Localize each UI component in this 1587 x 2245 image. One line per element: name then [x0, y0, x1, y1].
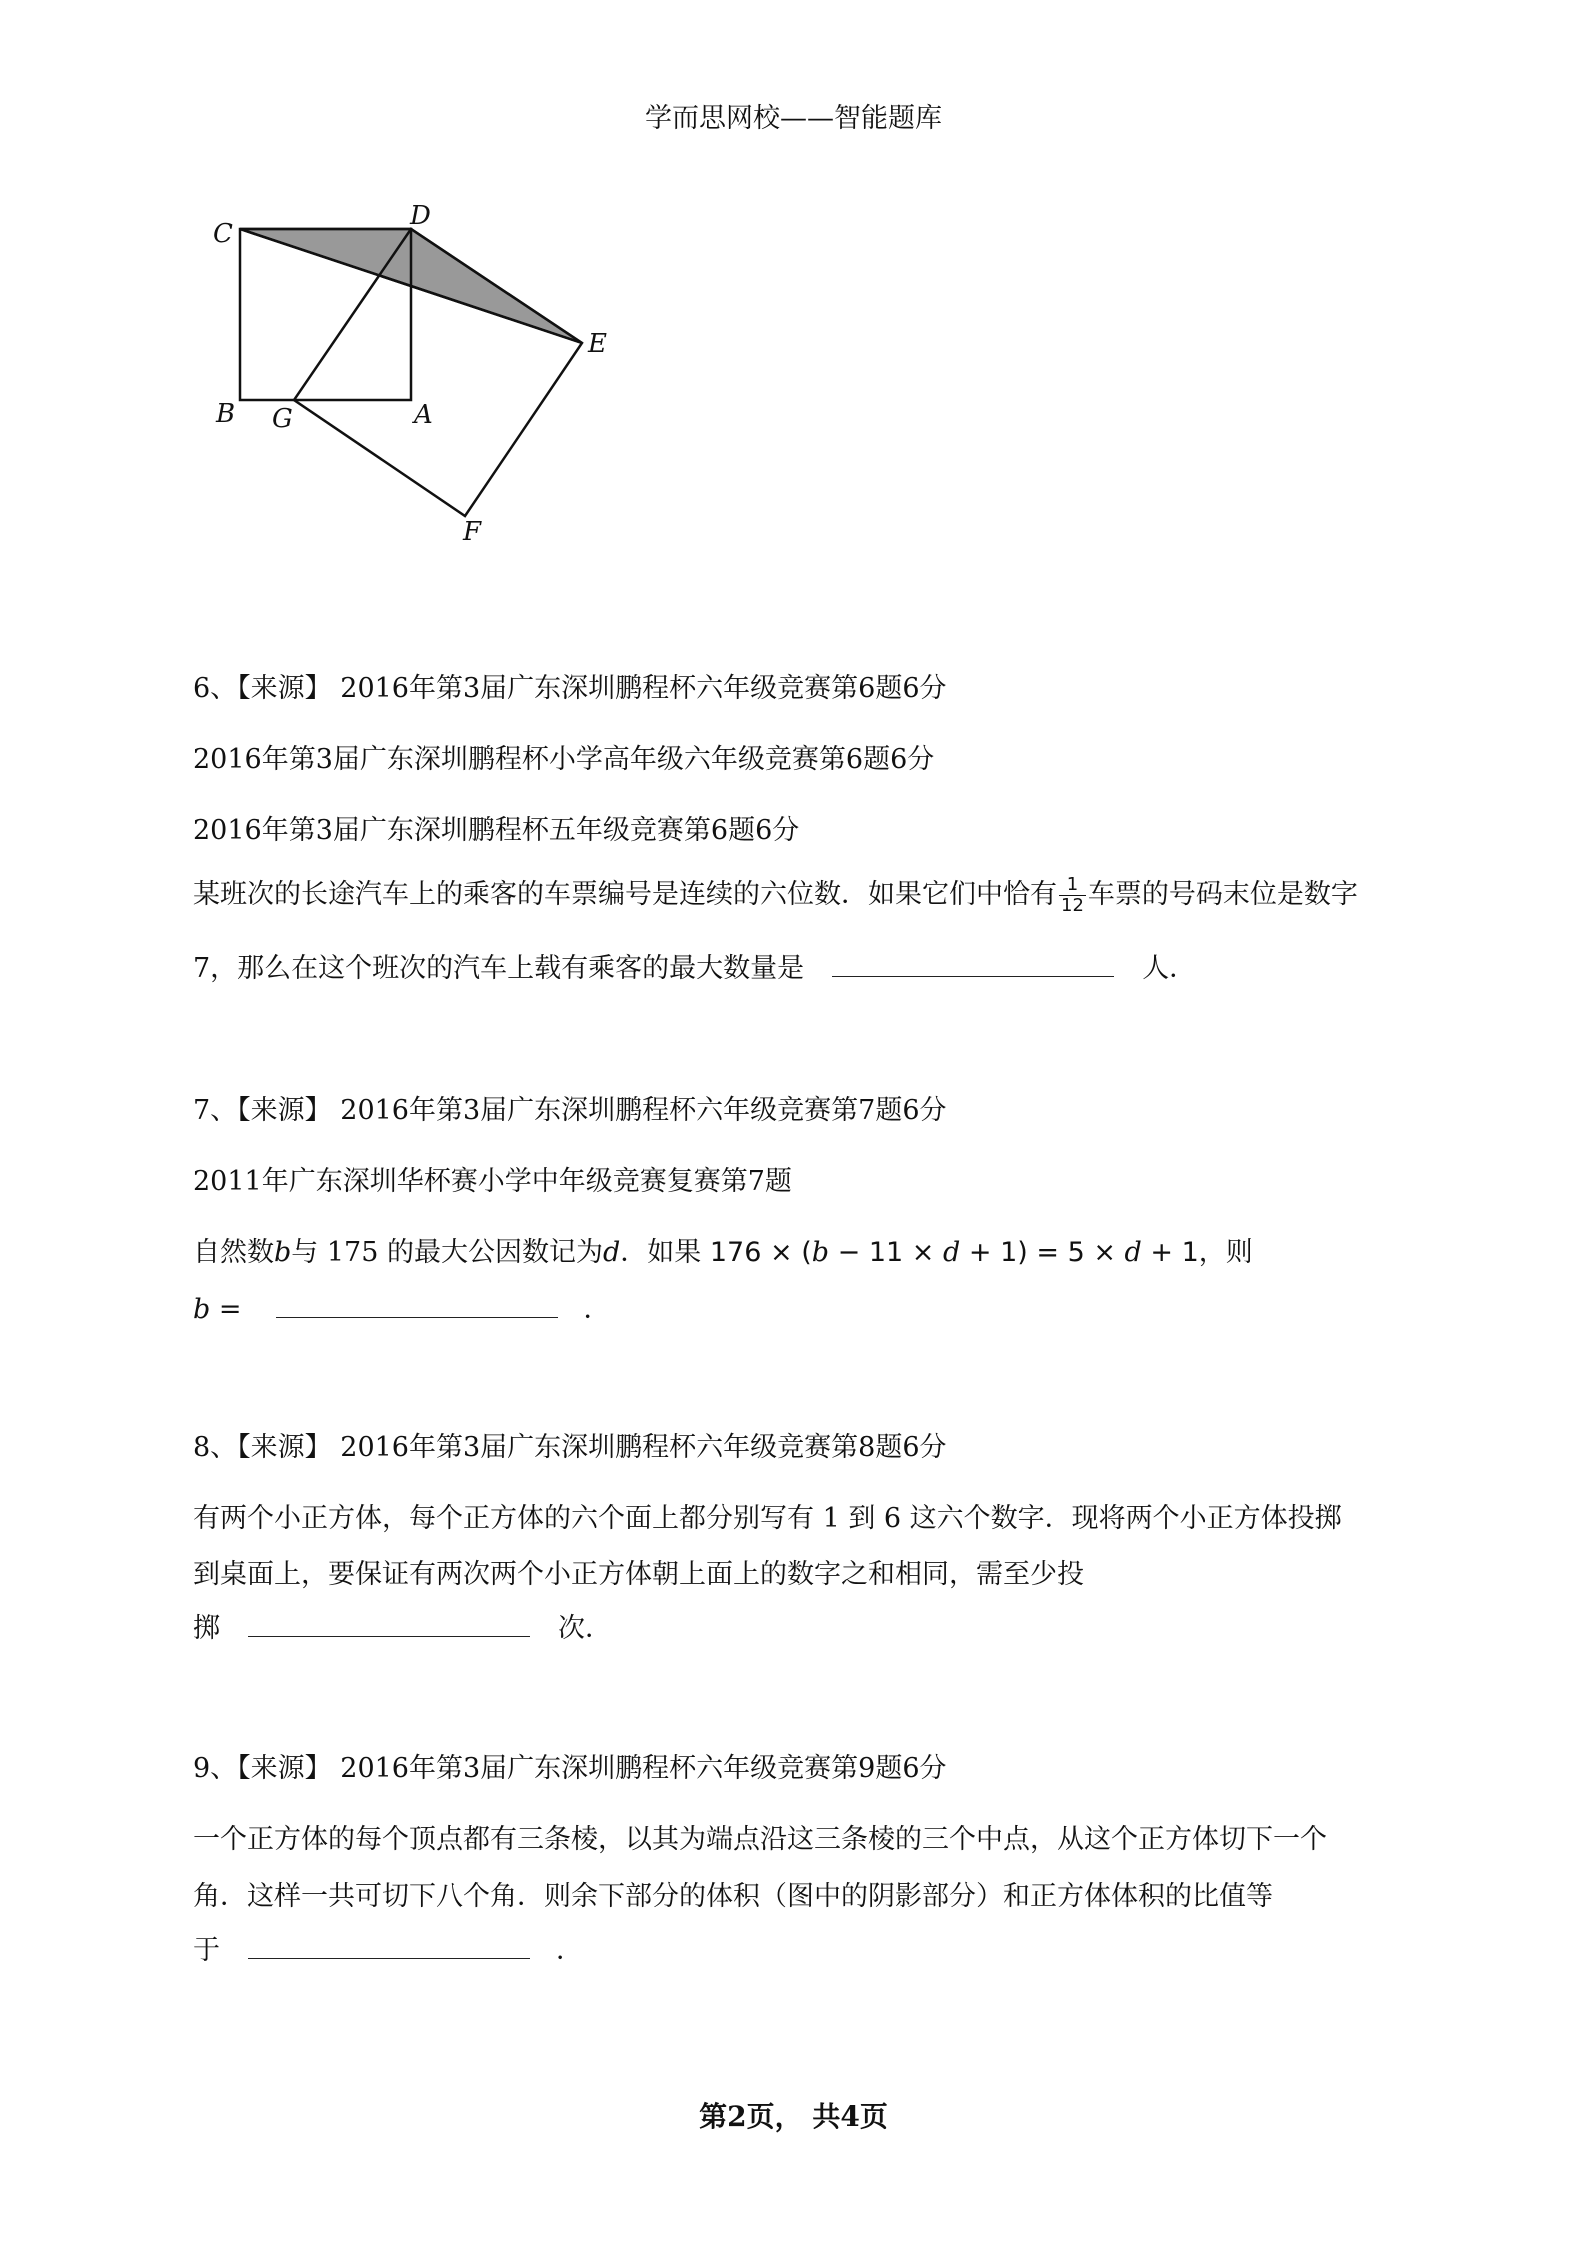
q7-text-f: + 1，则: [1141, 1237, 1253, 1268]
q6-text-line2: [193, 946, 1196, 985]
q7-answer-blank[interactable]: [276, 1289, 558, 1318]
q6-text-b: 车票的号码末位是数字: [1087, 879, 1358, 910]
label-a: A: [414, 400, 433, 430]
q8-source: 8、【来源】 2016年第3届广东深圳鹏程杯六年级竞赛第8题6分: [193, 1432, 947, 1463]
q7-text-a: 自然数: [193, 1237, 274, 1268]
q6-text-line1: [193, 872, 1358, 916]
q6-source: 6、【来源】 2016年第3届广东深圳鹏程杯六年级竞赛第6题6分: [193, 673, 947, 704]
fraction-denominator: 12: [1061, 895, 1084, 916]
label-d: D: [410, 201, 431, 231]
q8-text-line1: 有两个小正方体，每个正方体的六个面上都分别写有 1 到 6 这六个数字．现将两个小正方体投掷: [193, 1503, 1342, 1534]
var-b: b: [274, 1237, 292, 1268]
label-b: B: [216, 399, 236, 429]
var-d-2: d: [942, 1237, 961, 1268]
q9-suffix: ．: [556, 1935, 583, 1966]
q9-source: 9、【来源】 2016年第3届广东深圳鹏程杯六年级竞赛第9题6分: [193, 1753, 947, 1784]
q8-text-line2: 到桌面上，要保证有两次两个小正方体朝上面上的数字之和相同，需至少投: [193, 1559, 1084, 1590]
q8-suffix: 次．: [558, 1613, 612, 1644]
q6-answer-blank[interactable]: [832, 948, 1114, 977]
page-header: 学而思网校——智能题库: [645, 103, 942, 134]
label-c: C: [213, 219, 233, 249]
q8-text-line3: [193, 1606, 612, 1645]
q7-suffix: ．: [583, 1294, 611, 1325]
q9-answer-blank[interactable]: [248, 1930, 530, 1959]
q9-text-line1: 一个正方体的每个顶点都有三条棱，以其为端点沿这三条棱的三个中点，从这个正方体切下一个: [193, 1824, 1327, 1855]
label-g: G: [272, 404, 293, 434]
fraction-one-twelfth: [1059, 875, 1086, 916]
label-e: E: [588, 329, 607, 359]
label-f: F: [463, 517, 482, 547]
q7-text-line2: [193, 1287, 611, 1326]
geometry-figure: [200, 200, 620, 560]
q9-text-line3: [193, 1928, 583, 1967]
page-footer: 第2页， 共4页: [699, 2100, 888, 2133]
var-d: d: [603, 1237, 621, 1268]
q7-b-equals: b =: [193, 1294, 242, 1325]
q7-text-c: ．如果 176 × (: [620, 1237, 812, 1268]
q9-text-line2: 角．这样一共可切下八个角．则余下部分的体积（图中的阴影部分）和正方体体积的比值等: [193, 1881, 1273, 1912]
q6-text-a: 某班次的长途汽车上的乘客的车票编号是连续的六位数．如果它们中恰有: [193, 879, 1057, 910]
var-b-2: b: [811, 1237, 830, 1268]
q7-text-b: 与 175 的最大公因数记为: [291, 1237, 603, 1268]
q7-alt-source-1: 2011年广东深圳华杯赛小学中年级竞赛复赛第7题: [193, 1166, 792, 1197]
q7-source: 7、【来源】 2016年第3届广东深圳鹏程杯六年级竞赛第7题6分: [193, 1095, 947, 1126]
q7-text-e: + 1) = 5 ×: [960, 1237, 1125, 1268]
q6-suffix: 人．: [1142, 953, 1197, 984]
q8-answer-blank[interactable]: [248, 1608, 530, 1637]
var-d-3: d: [1124, 1237, 1142, 1268]
q6-alt-source-1: 2016年第3届广东深圳鹏程杯小学高年级六年级竞赛第6题6分: [193, 744, 935, 775]
q6-text-2: 7，那么在这个班次的汽车上载有乘客的最大数量是: [193, 953, 805, 984]
fraction-numerator: 1: [1059, 875, 1086, 896]
q8-prefix: 掷: [193, 1613, 220, 1644]
q6-alt-source-2: 2016年第3届广东深圳鹏程杯五年级竞赛第6题6分: [193, 815, 800, 846]
q7-text-d: − 11 ×: [829, 1237, 943, 1268]
q7-text-line1: [193, 1230, 1253, 1269]
q9-prefix: 于: [193, 1935, 220, 1966]
